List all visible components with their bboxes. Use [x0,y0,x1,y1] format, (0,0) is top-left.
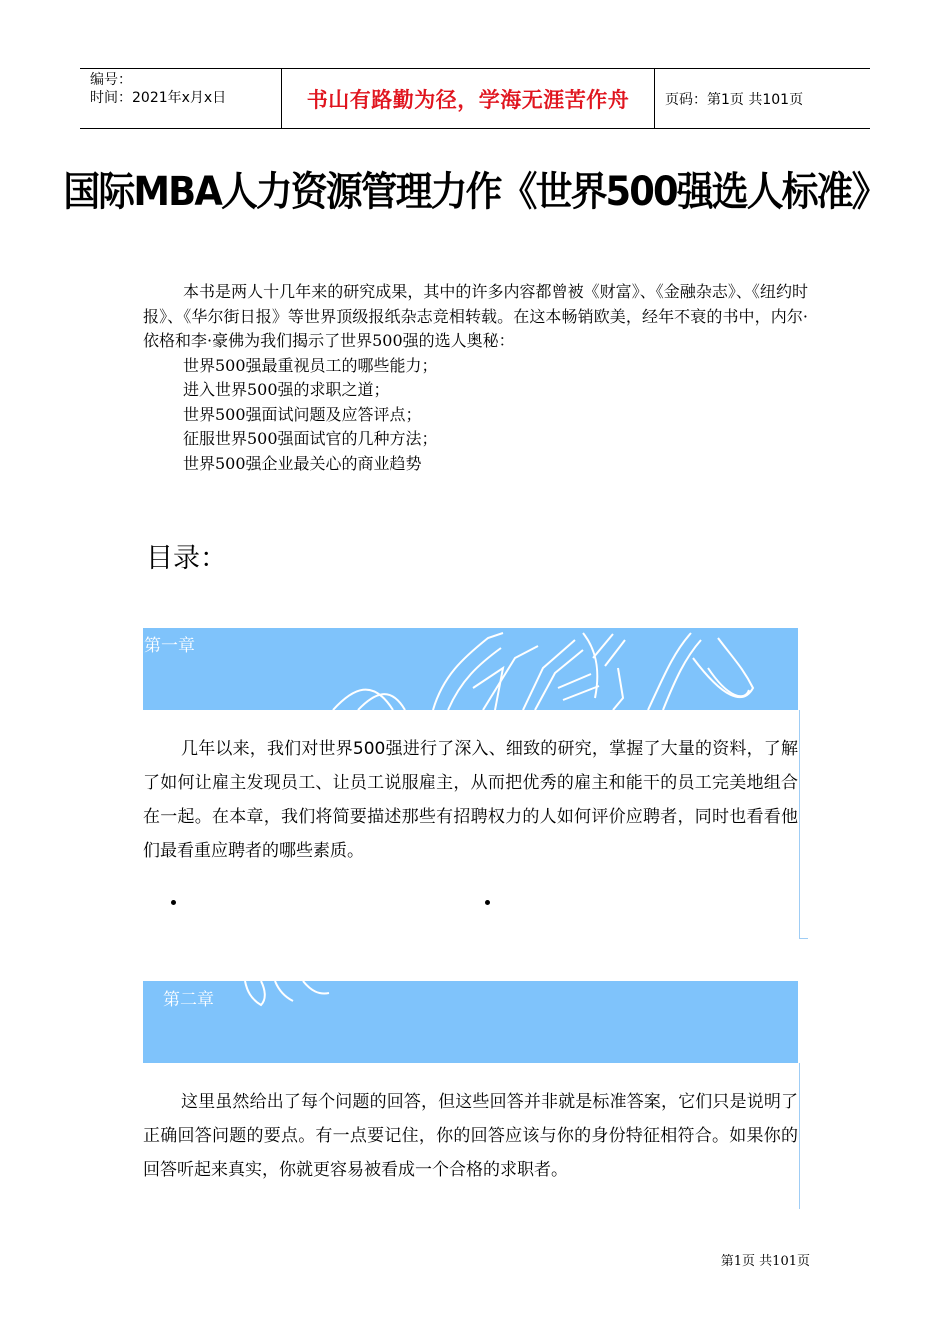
chapter-text: 这里虽然给出了每个问题的回答，但这些回答并非就是标准答案，它们只是说明了正确回答问题的要点。有一点要记住，你的回答应该与你的身份特征相符合。如果你的回答听起来真实，你就更容易被看成一个合格的求职者。 [143,1092,798,1180]
bullet-dot [171,900,176,905]
page-info: 页码：第1页 共101页 [665,91,804,108]
chapter-banner [143,981,798,1063]
chapter-text: 几年以来，我们对世界500强进行了深入、细致的研究，掌握了大量的资料，了解了如何让雇主发现员工、让员工说服雇主，从而把优秀的雇主和能干的员工完美地组合在一起。在本章，我们将简要描述那些有招聘权力的人如何评价应聘者，同时也看看他们最看重应聘者的哪些素质。 [143,739,798,861]
serial-label: 编号： [90,72,132,88]
box-edge [799,1063,800,1209]
box-edge-tick [799,938,808,939]
time-label: 时间：2021年x月x日 [90,90,227,106]
motto-text: 书山有路勤为径，学海无涯苦作舟 [306,87,630,112]
bullet-placeholders [143,892,798,926]
decorative-watermark [143,981,798,1063]
header-page-cell [655,69,870,128]
document-title: 国际MBA人力资源管理力作《世界500强选人标准》 [63,169,887,215]
chapter-box [143,981,798,1187]
chapter-box [143,628,798,926]
document-header [80,68,870,129]
intro-item: 世界500强企业最关心的商业趋势 [183,453,422,473]
chapter-label: 第二章 [163,990,214,1010]
box-edge [799,710,800,938]
intro-section [143,280,808,476]
intro-item: 世界500强面试问题及应答评点； [183,404,422,424]
header-meta-cell [80,69,282,128]
intro-paragraph: 本书是两人十几年来的研究成果，其中的许多内容都曾被《财富》、《金融杂志》、《纽约时报》、《华尔街日报》等世界顶级报纸杂志竞相转载。在这本畅销欧美，经年不衰的书中，内尔·依格和李·豪佛为我们揭示了世界500强的选人奥秘： [143,282,808,350]
bullet-dot [485,900,490,905]
intro-item: 世界500强最重视员工的哪些能力； [183,355,438,375]
chapter-banner [143,628,798,710]
chapter-body [143,710,798,868]
toc-heading: 目录： [146,543,227,574]
page-footer: 第1页 共101页 [720,1254,810,1269]
intro-item: 进入世界500强的求职之道； [183,380,390,399]
chapter-label: 第一章 [144,636,195,656]
decorative-watermark [143,628,798,710]
chapter-body [143,1063,798,1187]
intro-item: 征服世界500强面试官的几种方法； [183,429,438,448]
header-motto-cell [282,69,655,128]
